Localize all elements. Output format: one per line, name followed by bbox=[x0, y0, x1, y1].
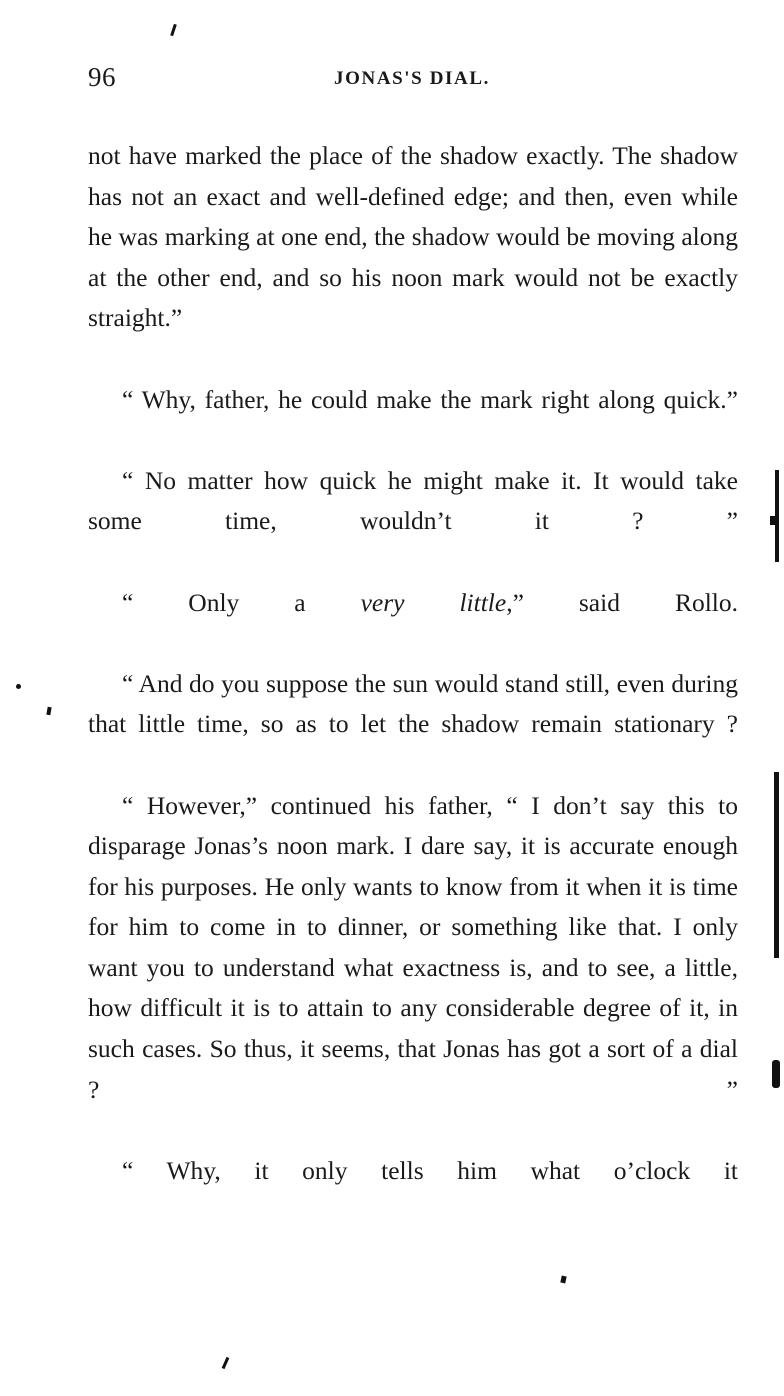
ink-mark-top-tick-icon bbox=[170, 24, 177, 36]
running-head-title: JONAS'S DIAL. bbox=[334, 68, 490, 89]
ink-mark-right-blob-2-icon bbox=[772, 1060, 780, 1088]
paragraph: “ Why, father, he could make the mark right along quick.” bbox=[122, 384, 738, 414]
paragraph: “ However,” continued his father, “ I don’t say this to disparage Jonas’s noon mark. I dare say, it is accurate enough for his purposes. He only wants to know from it when it is time for him to come in to dinner, or something like that. I only want you to understand what exactness is, and to see, a little, how difficult it is to attain to any considerable degree of it, in such cases. So thus, it seems, that Jonas has got a sort of a dial ? ” bbox=[88, 790, 738, 1104]
page-number: 96 bbox=[88, 62, 116, 92]
paragraph: “ No matter how quick he might make it. It would take some time, wouldn’t it ? ” bbox=[88, 465, 738, 536]
ink-mark-right-bar-2-icon bbox=[774, 772, 779, 958]
ink-mark-bottom-dot-icon bbox=[560, 1276, 566, 1284]
page-header bbox=[88, 62, 736, 96]
paragraph: not have marked the place of the shadow exactly. The shadow has not an exact and well-defined edge; and then, even while he was marking at one end, the shadow would be moving along at the other end, and so his noon mark would not be exactly straight.” bbox=[88, 141, 738, 333]
ink-mark-right-blob-icon bbox=[770, 516, 779, 525]
paragraph: “ And do you suppose the sun would stand still, even during that little time, so as to let the shadow remain stationary ? bbox=[88, 668, 738, 739]
paragraph: “ Only a very little,” said Rollo. bbox=[122, 587, 738, 617]
ink-mark-bottom-tick-icon bbox=[222, 1357, 230, 1369]
body-text bbox=[88, 136, 738, 1232]
ink-mark-left-tick-icon bbox=[46, 707, 51, 716]
ink-mark-left-dot-icon bbox=[16, 684, 21, 689]
paragraph: “ Why, it only tells him what o’clock it bbox=[122, 1155, 738, 1185]
